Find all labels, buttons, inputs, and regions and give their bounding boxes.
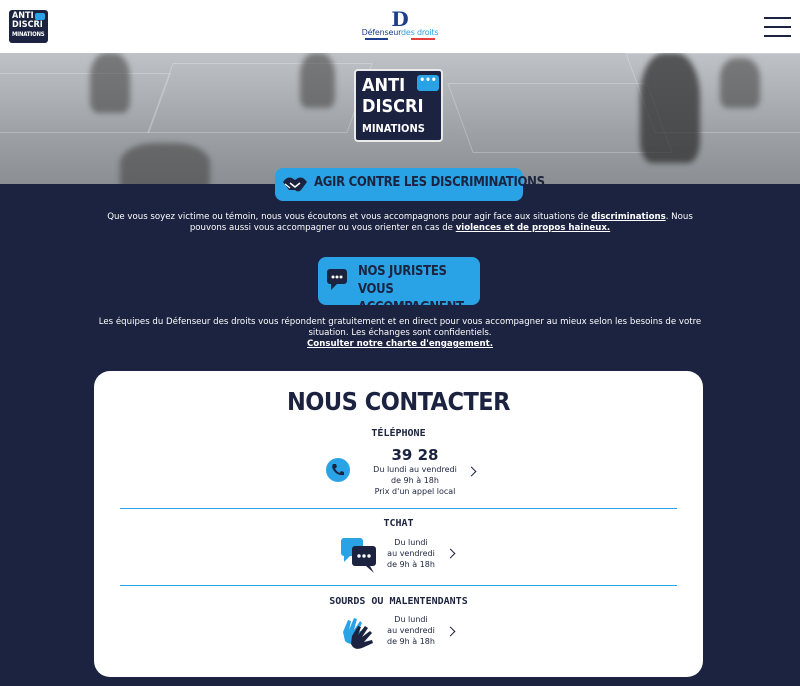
sourds-hours-line-2: au vendredi	[387, 626, 435, 635]
juristes-line-2: ACCOMPAGNENT	[358, 300, 464, 315]
phone-heading: TÉLÉPHONE	[371, 428, 426, 439]
violences-link[interactable]: violences et de propos haineux.	[455, 223, 611, 233]
handshake-icon	[281, 172, 309, 196]
juristes-text: Les équipes du Défenseur des droits vous répondent gratuitement et en direct pour vous accompagner au mieux selon les besoins de votre situation. Les échanges sont confidentiels.	[98, 317, 702, 338]
hero-antidiscriminations-logo	[354, 69, 443, 142]
brand-name-part2: des droits	[401, 28, 439, 37]
defenseur-des-droits-logo[interactable]	[350, 7, 450, 40]
logo-line-3: MINATIONS	[12, 31, 45, 38]
hero-logo-line-3: MINATIONS	[362, 122, 425, 135]
phone-icon	[324, 456, 352, 484]
chat-bubbles-icon	[325, 267, 353, 295]
agir-heading-label: AGIR CONTRE LES DISCRIMINATIONS	[314, 175, 545, 190]
hamburger-icon[interactable]	[764, 17, 791, 37]
phone-cost: Prix d'un appel local	[374, 487, 456, 496]
chat-icon	[340, 537, 380, 577]
logo-line-1: ANTI	[12, 11, 34, 21]
sourds-contact-row[interactable]	[340, 614, 460, 654]
chevron-right-icon	[467, 467, 477, 477]
sourds-heading: SOURDS OU MALENTENDANTS	[329, 596, 468, 607]
brand-name	[350, 28, 450, 37]
tchat-hours-line-1: Du lundi	[394, 538, 428, 547]
agir-text-before: Que vous soyez victime ou témoin, nous vous écoutons et vous accompagnons pour agir face aux situations de	[107, 212, 592, 222]
discriminations-link[interactable]: discriminations	[591, 212, 666, 222]
hero-logo-line-1: ANTI	[362, 75, 406, 96]
tchat-hours-line-2: au vendredi	[387, 549, 435, 558]
tchat-heading: TCHAT	[383, 518, 414, 529]
phone-hours-line-2: de 9h à 18h	[391, 476, 439, 485]
chevron-right-icon	[446, 549, 456, 559]
tricolor-bar	[365, 38, 435, 40]
phone-number: 39 28	[391, 446, 439, 464]
sourds-hours-line-3: de 9h à 18h	[387, 637, 435, 646]
logo-line-2: DISCRI	[12, 20, 43, 30]
chat-dots-icon: •••	[417, 75, 439, 91]
tchat-contact-row[interactable]	[340, 537, 460, 577]
chat-dots-icon	[35, 13, 45, 20]
brand-initial: D	[391, 7, 409, 31]
antidiscriminations-logo[interactable]	[9, 10, 48, 43]
contact-card	[94, 371, 703, 677]
hero-logo-line-2: DISCRI	[362, 96, 424, 117]
phone-hours-line-1: Du lundi au vendredi	[373, 465, 457, 474]
juristes-heading-pill	[318, 257, 480, 315]
chevron-right-icon	[446, 627, 456, 637]
sourds-hours-line-1: Du lundi	[394, 615, 428, 624]
divider	[120, 585, 677, 586]
divider	[120, 508, 677, 509]
contact-title: NOUS CONTACTER	[286, 387, 511, 416]
tchat-hours-line-3: de 9h à 18h	[387, 560, 435, 569]
site-header	[0, 0, 800, 53]
brand-name-part1: Défenseur	[361, 28, 402, 37]
agir-description	[90, 212, 710, 234]
phone-contact-row[interactable]	[326, 446, 486, 501]
sign-language-hands-icon	[340, 614, 380, 652]
agir-heading-pill	[275, 168, 545, 201]
juristes-heading-label	[358, 263, 480, 317]
juristes-line-1: NOS JURISTES VOUS	[358, 264, 447, 297]
agir-text-middle: . Nous pouvons aussi vous accompagner ou vous orienter en cas de	[189, 212, 693, 233]
charte-engagement-link[interactable]: Consulter notre charte d'engagement.	[307, 339, 493, 349]
juristes-description	[90, 317, 710, 350]
